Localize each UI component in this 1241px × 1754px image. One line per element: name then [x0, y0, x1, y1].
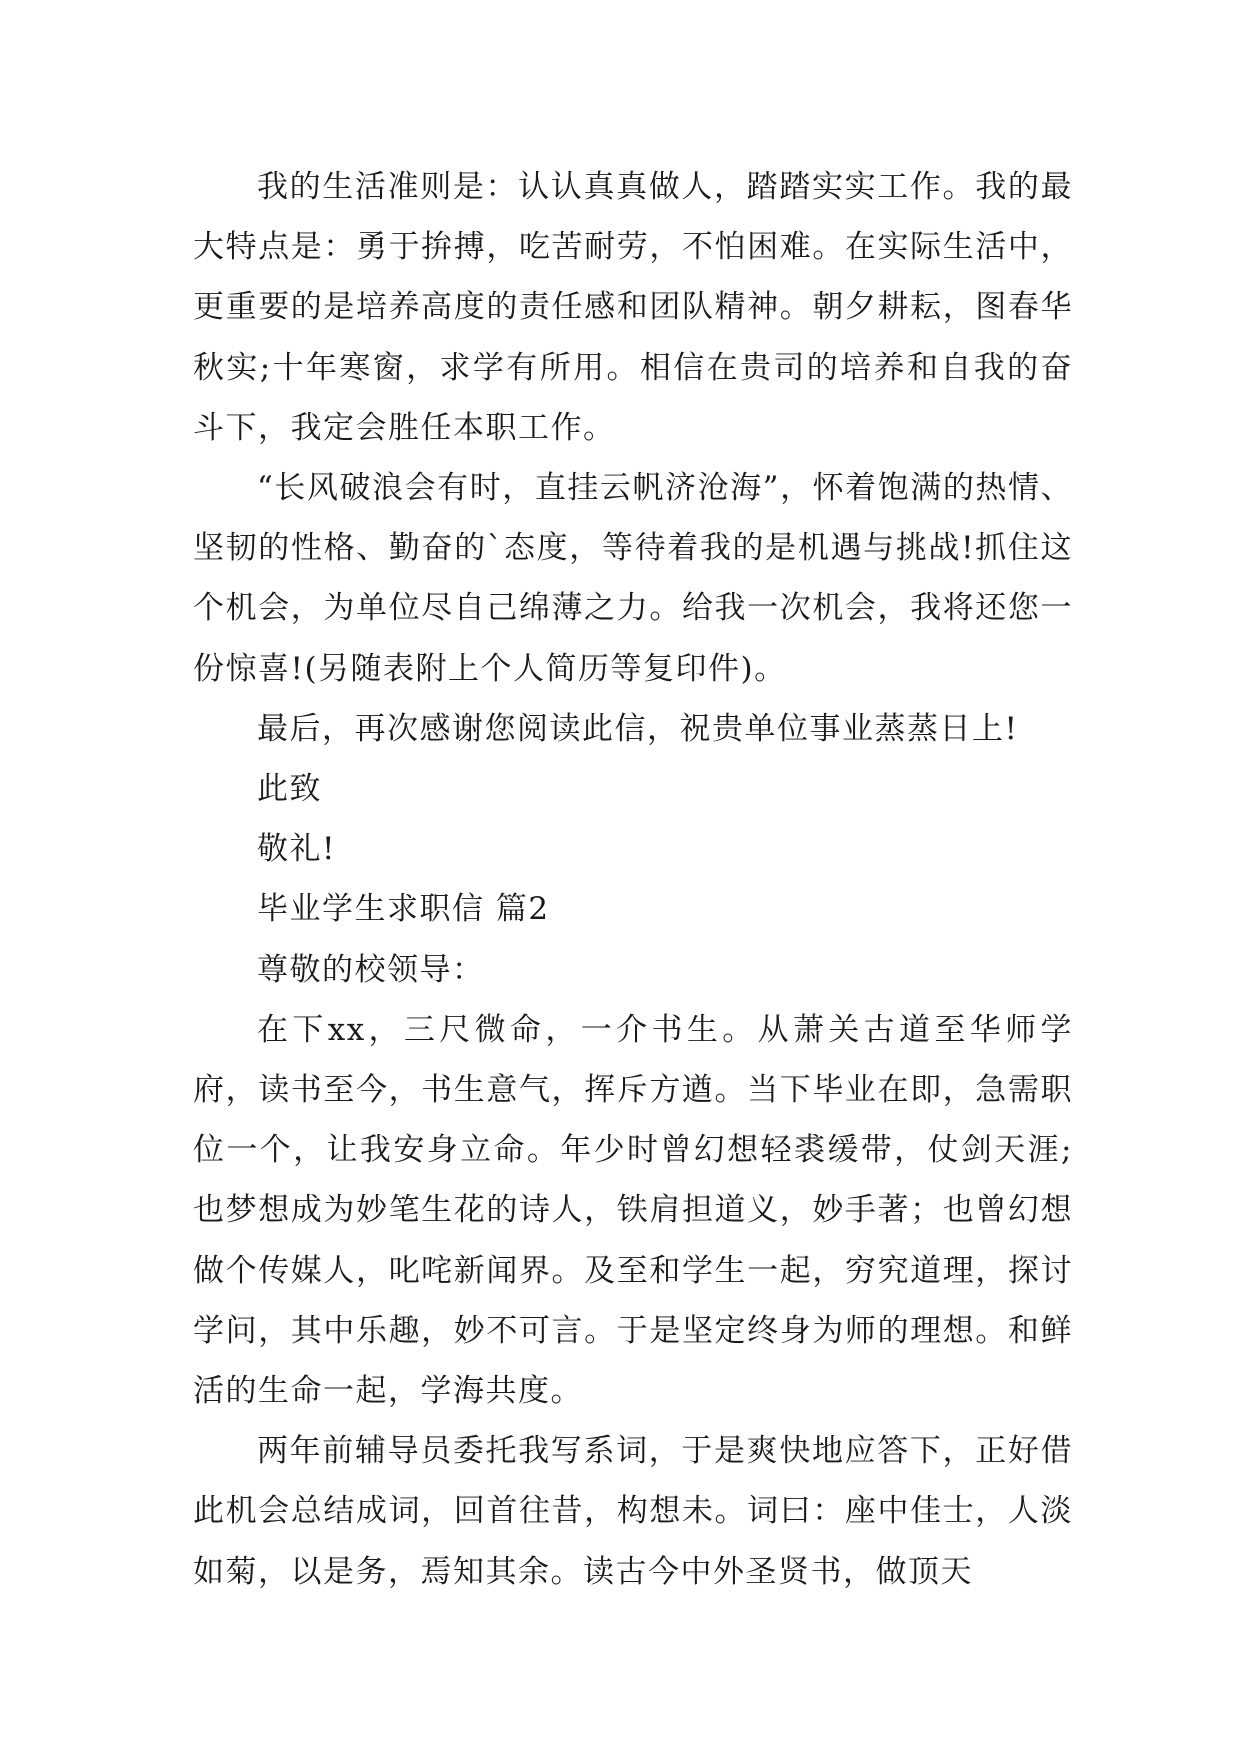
paragraph-poem: 两年前辅导员委托我写系词，于是爽快地应答下，正好借此机会总结成词，回首往昔，构想未。词曰：座中佳士，人淡如菊，以是务，焉知其余。读古今中外圣贤书，做顶天 [193, 1433, 1073, 1590]
paragraph-introduction: 在下xx，三尺微命，一介书生。从萧关古道至华师学府，读书至今，书生意气，挥斥方遒。当下毕业在即，急需职位一个，让我安身立命。年少时曾幻想轻裘缓带，仗剑天涯;也梦想成为妙笔生花的诗人，铁肩担道义，妙手著；也曾幻想做个传媒人，叱咤新闻界。及至和学生一起，穷究道理，探讨学问，其中乐趣，妙不可言。于是坚定终身为师的理想。和鲜活的生命一起，学海共度。 [193, 1011, 1073, 1410]
document-body [193, 157, 1073, 1602]
paragraph-thanks: 最后，再次感谢您阅读此信，祝贵单位事业蒸蒸日上! [257, 710, 1019, 747]
closing-salutation: 此致 [257, 771, 322, 808]
section-heading: 毕业学生求职信 篇2 [257, 891, 550, 928]
paragraph-life-principle: 我的生活准则是：认认真真做人，踏踏实实工作。我的最大特点是：勇于拚搏，吃苦耐劳，不怕困难。在实际生活中，更重要的是培养高度的责任感和团队精神。朝夕耕耘，图春华秋实;十年寒窗，求学有所用。相信在贵司的培养和自我的奋斗下，我定会胜任本职工作。 [193, 169, 1073, 446]
letter-greeting: 尊敬的校领导： [257, 951, 485, 988]
paragraph-ambition: “长风破浪会有时，直挂云帆济沧海”，怀着饱满的热情、坚韧的性格、勤奋的`态度，等待着我的是机遇与挑战!抓住这个机会，为单位尽自己绵薄之力。给我一次机会，我将还您一份惊喜!(另随表附上个人简历等复印件)。 [193, 470, 1073, 687]
closing-regards: 敬礼! [257, 831, 336, 868]
